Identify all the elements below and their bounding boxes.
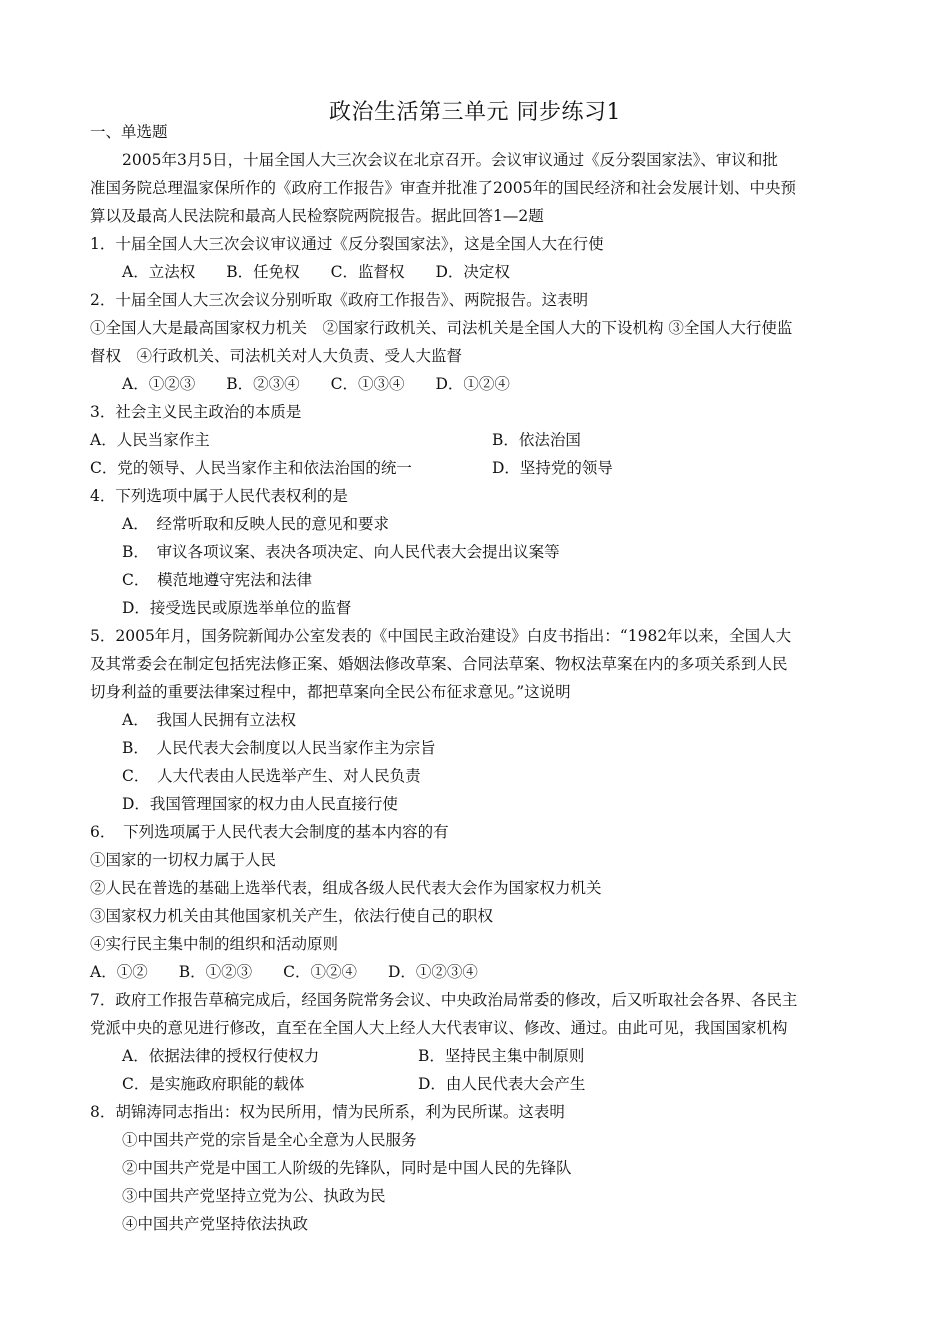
question-3-option-b: B．依法治国 [492, 431, 581, 449]
question-8-statement: ①中国共产党的宗旨是全心全意为人民服务 [122, 1131, 417, 1149]
question-6-statement: ②人民在普选的基础上选举代表，组成各级人民代表大会作为国家权力机关 [90, 879, 602, 897]
question-6-options: A．①② B．①②③ C．①②④ D．①②③④ [90, 963, 478, 981]
question-4-option-b: B． 审议各项议案、表决各项决定、向人民代表大会提出议案等 [122, 543, 560, 561]
intro-line: 2005年3月5日，十届全国人大三次会议在北京召开。会议审议通过《反分裂国家法》、审议和批 [122, 151, 778, 169]
question-3-stem: 3．社会主义民主政治的本质是 [90, 403, 302, 421]
question-5-stem: 5．2005年月，国务院新闻办公室发表的《中国民主政治建设》白皮书指出：“1982年以来，全国人大 [90, 627, 792, 645]
question-3-option-d: D．坚持党的领导 [492, 459, 613, 477]
question-7-option-c: C．是实施政府职能的载体 [122, 1075, 305, 1093]
question-4-stem: 4．下列选项中属于人民代表权利的是 [90, 487, 348, 505]
question-4-option-d: D．接受选民或原选举单位的监督 [122, 599, 352, 617]
question-6-statement: ③国家权力机关由其他国家机关产生，依法行使自己的职权 [90, 907, 494, 925]
section-heading: 一、单选题 [90, 123, 168, 141]
question-8-statement: ②中国共产党是中国工人阶级的先锋队，同时是中国人民的先锋队 [122, 1159, 572, 1177]
question-5-option-a: A． 我国人民拥有立法权 [122, 711, 296, 729]
question-2-statement: 督权 ④行政机关、司法机关对人大负责、受人大监督 [90, 347, 463, 365]
question-7-stem: 7．政府工作报告草稿完成后，经国务院常务会议、中央政治局常委的修改，后又听取社会各界、各民主 [90, 991, 798, 1009]
question-5-option-d: D．我国管理国家的权力由人民直接行使 [122, 795, 398, 813]
question-8-statement: ③中国共产党坚持立党为公、执政为民 [122, 1187, 386, 1205]
question-5-option-c: C． 人大代表由人民选举产生、对人民负责 [122, 767, 421, 785]
question-5-option-b: B． 人民代表大会制度以人民当家作主为宗旨 [122, 739, 436, 757]
question-7-option-d: D．由人民代表大会产生 [418, 1075, 586, 1093]
question-2-stem: 2．十届全国人大三次会议分别听取《政府工作报告》、两院报告。这表明 [90, 291, 589, 309]
question-5-stem: 切身利益的重要法律案过程中，都把草案向全民公布征求意见。”这说明 [90, 683, 571, 701]
intro-line: 算以及最高人民法院和最高人民检察院两院报告。据此回答1—2题 [90, 207, 544, 225]
question-4-option-a: A． 经常听取和反映人民的意见和要求 [122, 515, 389, 533]
question-1-stem: 1．十届全国人大三次会议审议通过《反分裂国家法》，这是全国人大在行使 [90, 235, 604, 253]
question-2-options: A．①②③ B．②③④ C．①③④ D．①②④ [122, 375, 510, 393]
question-8-statement: ④中国共产党坚持依法执政 [122, 1215, 309, 1233]
question-3-option-c: C．党的领导、人民当家作主和依法治国的统一 [90, 459, 412, 477]
question-8-stem: 8．胡锦涛同志指出：权为民所用，情为民所系，利为民所谋。这表明 [90, 1103, 565, 1121]
question-6-statement: ④实行民主集中制的组织和活动原则 [90, 935, 339, 953]
question-1-options: A．立法权 B．任免权 C．监督权 D．决定权 [122, 263, 510, 281]
question-7-option-a: A．依据法律的授权行使权力 [122, 1047, 320, 1065]
question-6-statement: ①国家的一切权力属于人民 [90, 851, 277, 869]
question-7-option-b: B．坚持民主集中制原则 [418, 1047, 585, 1065]
question-7-stem: 党派中央的意见进行修改，直至在全国人大上经人大代表审议、修改、通过。由此可见，我国国家机构 [90, 1019, 788, 1037]
question-5-stem: 及其常委会在制定包括宪法修正案、婚姻法修改草案、合同法草案、物权法草案在内的多项关系到人民 [90, 655, 788, 673]
question-6-stem: 6． 下列选项属于人民代表大会制度的基本内容的有 [90, 823, 449, 841]
intro-line: 准国务院总理温家保所作的《政府工作报告》审查并批准了2005年的国民经济和社会发展计划、中央预 [90, 179, 796, 197]
page-title: 政治生活第三单元 同步练习1 [329, 100, 621, 125]
question-3-option-a: A．人民当家作主 [90, 431, 210, 449]
question-4-option-c: C． 模范地遵守宪法和法律 [122, 571, 313, 589]
question-2-statement: ①全国人大是最高国家权力机关 ②国家行政机关、司法机关是全国人大的下设机构 ③全国人大行使监 [90, 319, 793, 337]
